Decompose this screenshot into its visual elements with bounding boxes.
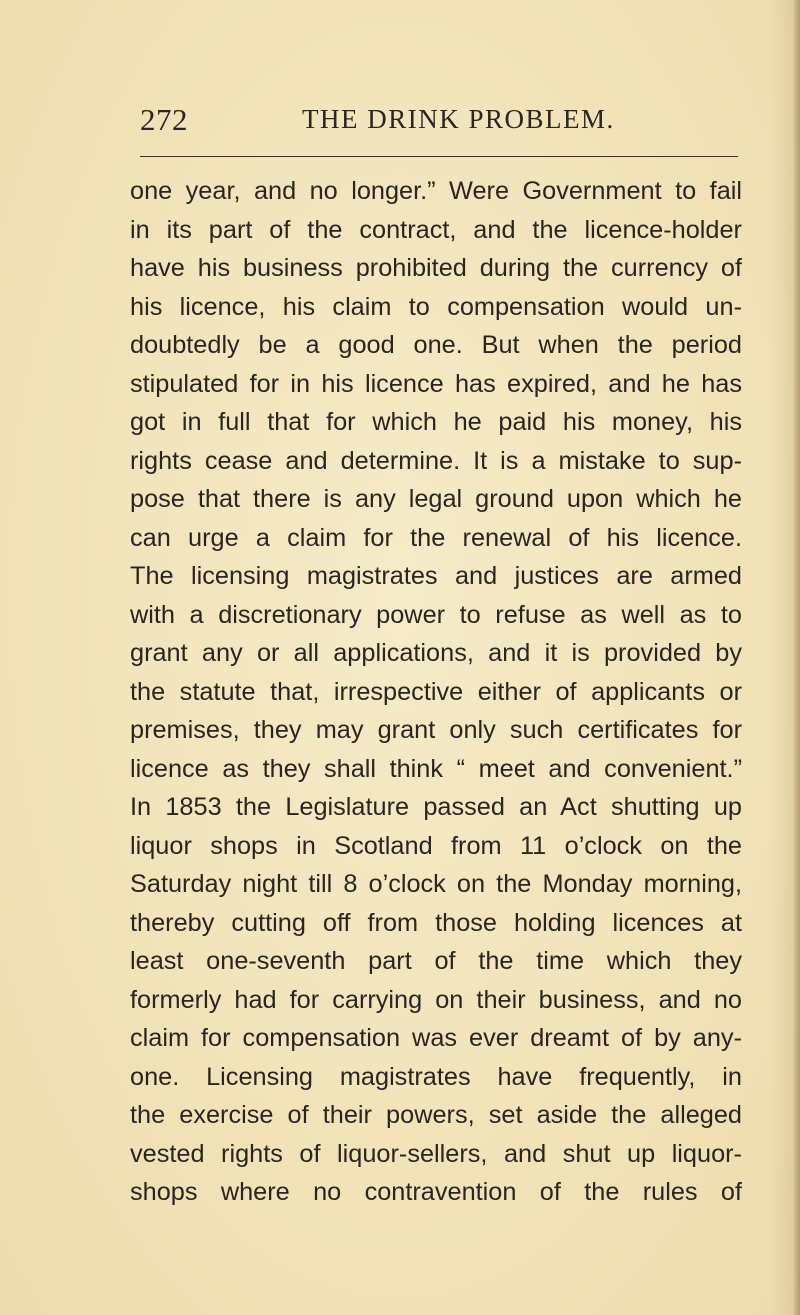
text-line: the statute that, irrespective either of applicants or (130, 677, 742, 706)
text-line: shops where no contravention of the rules of (130, 1178, 742, 1206)
text-line: pose that there is any legal ground upon which he (130, 485, 742, 513)
text-line: rights cease and determine. It is a mistake to sup- (130, 446, 742, 475)
text-line: vested rights of liquor-sellers, and shut up liquor- (130, 1139, 742, 1168)
text-line: The licensing magistrates and justices are armed (130, 562, 742, 590)
body-text (130, 172, 742, 1212)
text-line: licence as they shall think “ meet and convenient.” (130, 754, 742, 783)
text-line: formerly had for carrying on their business, and no (130, 985, 742, 1014)
text-line: have his business prohibited during the currency of (130, 254, 742, 282)
page-header (140, 96, 738, 140)
running-head: THE DRINK PROBLEM. (302, 104, 615, 134)
page-number: 272 (140, 102, 188, 137)
text-line: liquor shops in Scotland from 11 o’clock on the (130, 831, 742, 860)
text-line: claim for compensation was ever dreamt of by any- (130, 1024, 742, 1052)
text-line: grant any or all applications, and it is provided by (130, 639, 742, 667)
text-line: can urge a claim for the renewal of his licence. (130, 523, 742, 552)
page-edge-shadow (794, 0, 800, 1315)
text-line: got in full that for which he paid his money, his (130, 408, 742, 436)
text-line: one. Licensing magistrates have frequently, in (130, 1062, 742, 1091)
text-line: in its part of the contract, and the licence-holder (130, 215, 742, 244)
text-line: least one-seventh part of the time which they (130, 947, 742, 975)
text-line: premises, they may grant only such certificates for (130, 716, 742, 744)
text-line: Saturday night till 8 o’clock on the Monday morning, (130, 870, 742, 898)
header-rule (140, 156, 738, 157)
text-line: one year, and no longer.” Were Government to fail (130, 177, 742, 205)
text-line: with a discretionary power to refuse as well as to (130, 600, 742, 629)
text-line: stipulated for in his licence has expired, and he has (130, 369, 742, 398)
text-line: doubtedly be a good one. But when the period (130, 331, 742, 359)
text-line: thereby cutting off from those holding licences at (130, 908, 742, 937)
text-line: In 1853 the Legislature passed an Act shutting up (130, 793, 742, 821)
text-line: the exercise of their powers, set aside the alleged (130, 1101, 742, 1129)
text-line: his licence, his claim to compensation would un- (130, 292, 742, 321)
